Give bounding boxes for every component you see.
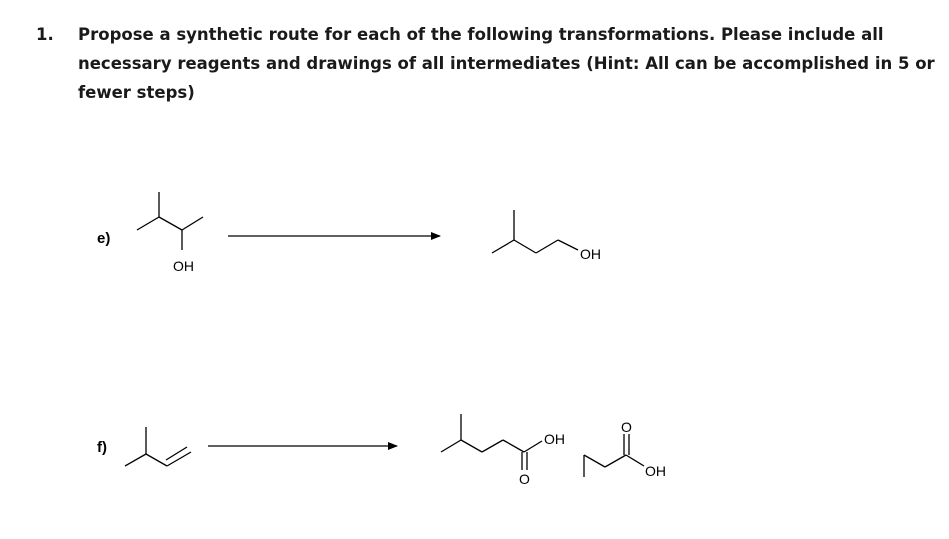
part-e (97, 192, 601, 274)
part-f-product-two (584, 434, 644, 477)
part-f-product-two-oh: OH (645, 463, 666, 479)
part-f-product-one-oh: OH (544, 431, 565, 447)
question-number: 1. (36, 25, 54, 44)
part-f (97, 414, 666, 487)
part-f-product-two-o: O (621, 419, 632, 435)
part-e-start-oh: OH (173, 258, 194, 274)
part-f-label: f) (97, 439, 107, 456)
part-f-product-one (441, 414, 542, 470)
part-f-product-one-o: O (519, 471, 530, 487)
part-e-product-oh: OH (580, 246, 601, 262)
part-e-label: e) (97, 230, 111, 247)
part-e-product (492, 210, 578, 253)
question-prompt: Propose a synthetic route for each of the following transformations. Please include all necessary reagents and drawings of all intermediates (Hint: All can be accomplished in 5 or fewer steps) (78, 25, 935, 102)
part-f-starting-material (125, 427, 191, 466)
part-e-starting-material (137, 192, 203, 250)
